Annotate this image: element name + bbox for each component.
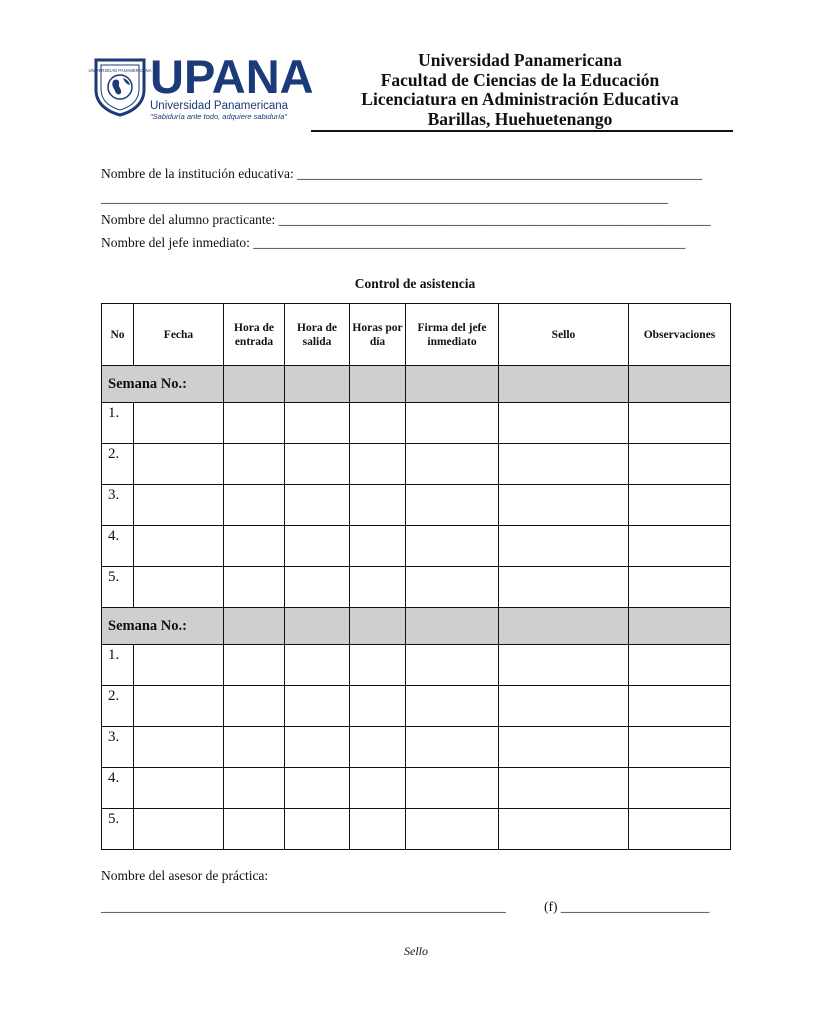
row-number: 5. — [102, 567, 134, 608]
table-header-row — [102, 304, 731, 366]
table-cell[interactable] — [134, 526, 224, 567]
table-cell[interactable] — [406, 645, 499, 686]
table-cell[interactable] — [224, 768, 285, 809]
table-cell[interactable] — [285, 768, 350, 809]
table-row — [102, 526, 731, 567]
logo-subtitle: Universidad Panamericana — [150, 100, 289, 112]
table-cell[interactable] — [134, 686, 224, 727]
table-cell[interactable] — [499, 485, 629, 526]
week-cell[interactable] — [285, 366, 350, 403]
week-cell[interactable] — [350, 366, 406, 403]
row-number: 3. — [102, 727, 134, 768]
table-cell[interactable] — [406, 403, 499, 444]
row-number: 2. — [102, 444, 134, 485]
table-row — [102, 809, 731, 850]
table-row — [102, 485, 731, 526]
week-cell[interactable] — [629, 366, 731, 403]
week-cell[interactable] — [350, 608, 406, 645]
table-title: Control de asistencia — [354, 276, 476, 291]
table-row — [102, 645, 731, 686]
institution-field-continuation[interactable]: ____________________________________________________________________________________ — [101, 190, 668, 205]
row-number: 4. — [102, 526, 134, 567]
table-cell[interactable] — [629, 403, 731, 444]
table-cell[interactable] — [350, 768, 406, 809]
column-header: Fecha — [134, 304, 224, 366]
table-cell[interactable] — [224, 645, 285, 686]
column-header: Firma del jefe inmediato — [406, 304, 499, 366]
table-cell[interactable] — [406, 526, 499, 567]
table-cell[interactable] — [285, 645, 350, 686]
table-cell[interactable] — [499, 686, 629, 727]
table-cell[interactable] — [224, 444, 285, 485]
table-cell[interactable] — [499, 727, 629, 768]
row-number: 5. — [102, 809, 134, 850]
table-cell[interactable] — [406, 809, 499, 850]
institution-field[interactable]: Nombre de la institución educativa: ____________________________________________________________ — [101, 166, 703, 181]
document-header — [340, 51, 700, 129]
table-cell[interactable] — [285, 485, 350, 526]
row-number: 2. — [102, 686, 134, 727]
table-cell[interactable] — [285, 809, 350, 850]
advisor-name-line[interactable]: ____________________________________________________________ — [101, 899, 506, 914]
table-cell[interactable] — [134, 727, 224, 768]
table-cell[interactable] — [134, 444, 224, 485]
table-cell[interactable] — [285, 567, 350, 608]
table-cell[interactable] — [499, 444, 629, 485]
table-cell[interactable] — [499, 645, 629, 686]
table-cell[interactable] — [499, 768, 629, 809]
table-cell[interactable] — [224, 403, 285, 444]
table-cell[interactable] — [629, 686, 731, 727]
week-cell[interactable] — [224, 366, 285, 403]
table-cell[interactable] — [499, 526, 629, 567]
column-header: Horas por día — [350, 304, 406, 366]
student-field[interactable]: Nombre del alumno practicante: ________________________________________________________________ — [101, 212, 711, 227]
table-cell[interactable] — [224, 567, 285, 608]
table-row — [102, 768, 731, 809]
table-cell[interactable] — [629, 727, 731, 768]
logo-tagline: "Sabiduría ante todo, adquiere sabiduría" — [150, 112, 288, 121]
week-label: Semana No.: — [102, 608, 224, 645]
table-row — [102, 727, 731, 768]
table-cell[interactable] — [285, 444, 350, 485]
week-label: Semana No.: — [102, 366, 224, 403]
table-cell[interactable] — [350, 686, 406, 727]
advisor-label: Nombre del asesor de práctica: — [101, 868, 269, 883]
signature-line[interactable]: (f) ______________________ — [544, 899, 710, 914]
table-row — [102, 403, 731, 444]
table-cell[interactable] — [285, 686, 350, 727]
column-header: No — [102, 304, 134, 366]
table-cell[interactable] — [406, 768, 499, 809]
week-cell[interactable] — [499, 366, 629, 403]
table-cell[interactable] — [134, 768, 224, 809]
week-row — [102, 608, 731, 645]
table-cell[interactable] — [406, 727, 499, 768]
table-cell[interactable] — [629, 567, 731, 608]
week-cell[interactable] — [629, 608, 731, 645]
table-row — [102, 444, 731, 485]
table-cell[interactable] — [134, 567, 224, 608]
table-cell[interactable] — [285, 403, 350, 444]
university-seal-icon — [88, 56, 152, 116]
week-cell[interactable] — [285, 608, 350, 645]
column-header: Hora de entrada — [224, 304, 285, 366]
column-header: Sello — [499, 304, 629, 366]
table-cell[interactable] — [499, 567, 629, 608]
supervisor-field[interactable]: Nombre del jefe inmediato: ________________________________________________________________ — [101, 235, 686, 250]
table-cell[interactable] — [350, 567, 406, 608]
table-cell[interactable] — [406, 485, 499, 526]
week-cell[interactable] — [224, 608, 285, 645]
table-cell[interactable] — [350, 444, 406, 485]
logo-name: UPANA — [150, 50, 314, 103]
header-line-2: Facultad de Ciencias de la Educación — [380, 69, 660, 90]
row-number: 1. — [102, 645, 134, 686]
header-divider — [311, 130, 733, 132]
week-cell[interactable] — [406, 608, 499, 645]
table-cell[interactable] — [134, 403, 224, 444]
table-cell[interactable] — [224, 727, 285, 768]
table-cell[interactable] — [499, 809, 629, 850]
column-header: Observaciones — [629, 304, 731, 366]
table-cell[interactable] — [350, 727, 406, 768]
table-cell[interactable] — [406, 567, 499, 608]
table-cell[interactable] — [134, 485, 224, 526]
week-cell[interactable] — [499, 608, 629, 645]
header-line-1: Universidad Panamericana — [418, 50, 622, 70]
table-cell[interactable] — [499, 403, 629, 444]
table-cell[interactable] — [350, 485, 406, 526]
table-cell[interactable] — [224, 485, 285, 526]
table-cell[interactable] — [406, 444, 499, 485]
table-cell[interactable] — [134, 809, 224, 850]
table-cell[interactable] — [629, 768, 731, 809]
table-cell[interactable] — [350, 809, 406, 850]
table-cell[interactable] — [629, 526, 731, 567]
attendance-table — [101, 303, 731, 850]
row-number: 3. — [102, 485, 134, 526]
table-row — [102, 567, 731, 608]
table-cell[interactable] — [350, 526, 406, 567]
table-cell[interactable] — [629, 809, 731, 850]
column-header: Hora de salida — [285, 304, 350, 366]
table-cell[interactable] — [224, 686, 285, 727]
table-cell[interactable] — [285, 727, 350, 768]
table-cell[interactable] — [224, 526, 285, 567]
table-cell[interactable] — [350, 403, 406, 444]
stamp-label: Sello — [404, 944, 428, 958]
header-line-4: Barillas, Huehuetenango — [427, 108, 613, 129]
row-number: 1. — [102, 403, 134, 444]
table-cell[interactable] — [350, 645, 406, 686]
table-cell[interactable] — [629, 485, 731, 526]
row-number: 4. — [102, 768, 134, 809]
table-row — [102, 686, 731, 727]
upana-logo — [88, 50, 314, 122]
table-cell[interactable] — [406, 686, 499, 727]
table-cell[interactable] — [134, 645, 224, 686]
week-row — [102, 366, 731, 403]
table-cell[interactable] — [629, 444, 731, 485]
table-cell[interactable] — [224, 809, 285, 850]
table-cell[interactable] — [629, 645, 731, 686]
table-cell[interactable] — [285, 526, 350, 567]
week-cell[interactable] — [406, 366, 499, 403]
svg-text:UNIVERSIDAD PANAMERICANA: UNIVERSIDAD PANAMERICANA — [88, 68, 152, 73]
header-line-3: Licenciatura en Administración Educativa — [361, 89, 679, 109]
